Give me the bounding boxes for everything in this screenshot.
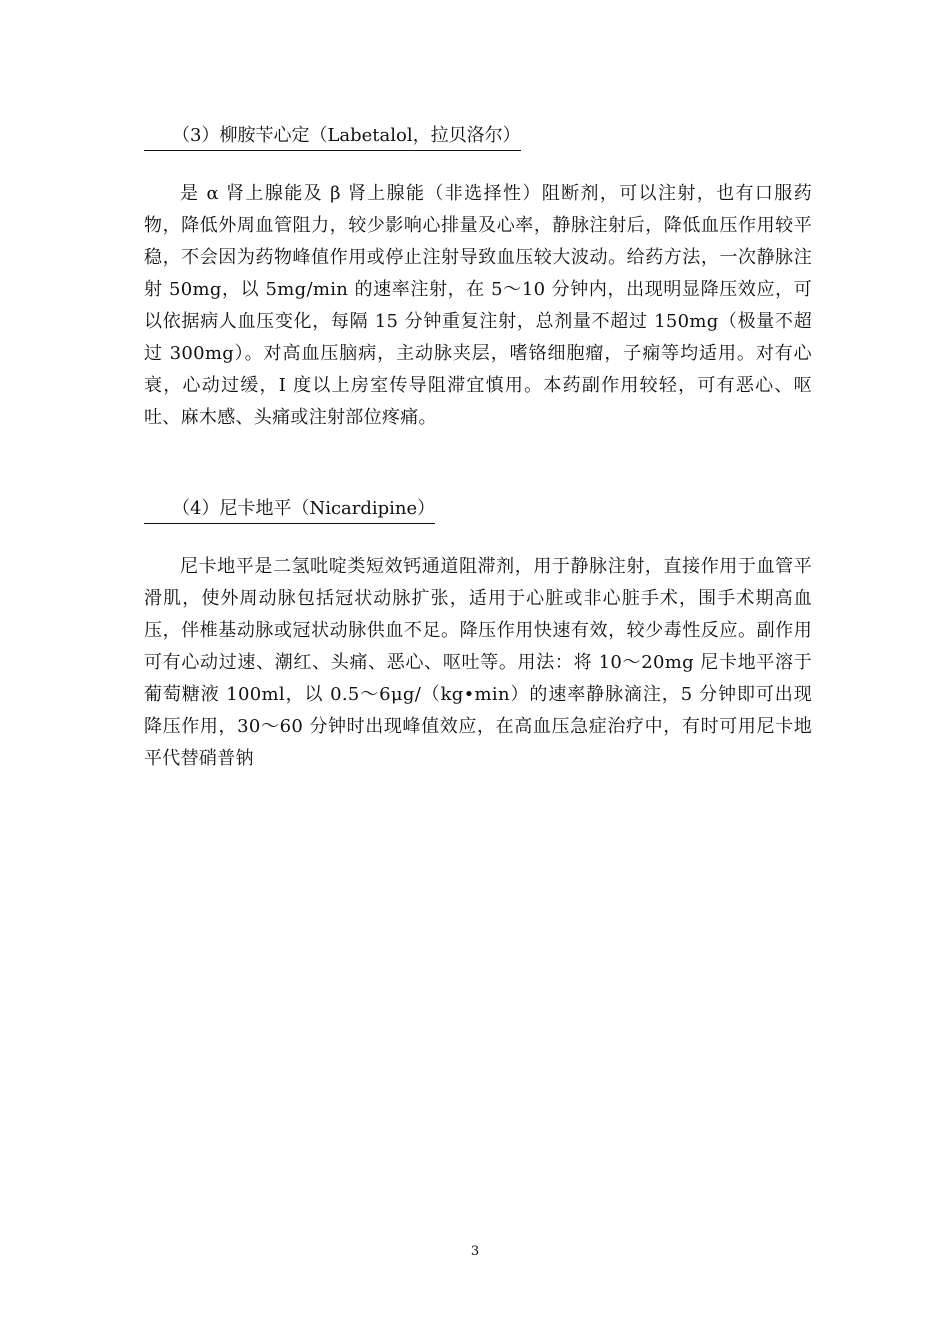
section-paragraph-labetalol: 是 α 肾上腺能及 β 肾上腺能（非选择性）阻断剂，可以注射，也有口服药物，降低外周血管阻力，较少影响心排量及心率，静脉注射后，降低血压作用较平稳，不会因为药物峰值作用或停止注射导致血压较大波动。给药方法，一次静脉注射 50mg，以 5mg/min 的速率注射，在 5～10 分钟内，出现明显降压效应，可以依据病人血压变化，每隔 15 分钟重复注射，总剂量不超过 150mg（极量不超过 300mg）。对高血压脑病，主动脉夹层，嗜铬细胞瘤，子痫等均适用。对有心衰，心动过缓，I 度以上房室传导阻滞宜慎用。本药副作用较轻，可有恶心、呕吐、麻木感、头痛或注射部位疼痛。 bbox=[144, 183, 812, 428]
page-number: 3 bbox=[470, 1244, 480, 1259]
section-paragraph-nicardipine: 尼卡地平是二氢吡啶类短效钙通道阻滞剂，用于静脉注射，直接作用于血管平滑肌，使外周动脉包括冠状动脉扩张，适用于心脏或非心脏手术，围手术期高血压，伴椎基动脉或冠状动脉供血不足。降压作用快速有效，较少毒性反应。副作用可有心动过速、潮红、头痛、恶心、呕吐等。用法：将 10～20mg 尼卡地平溶于葡萄糖液 100ml，以 0.5～6μg/（kg•min）的速率静脉滴注，5 分钟即可出现降压作用，30～60 分钟时出现峰值效应，在高血压急症治疗中，有时可用尼卡地平代替硝普钠 bbox=[144, 556, 812, 769]
section-heading-labetalol: （3）柳胺苄心定（Labetalol，拉贝洛尔） bbox=[144, 124, 521, 151]
section-heading-nicardipine: （4）尼卡地平（Nicardipine） bbox=[144, 497, 435, 524]
